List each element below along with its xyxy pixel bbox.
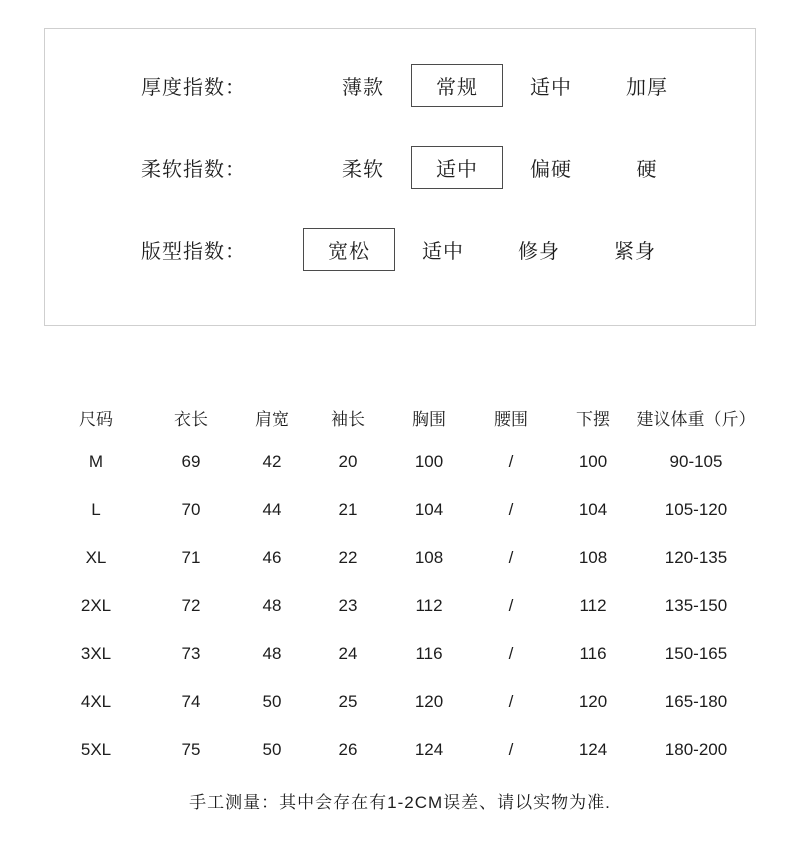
size-chart-table: [44, 396, 756, 774]
cell-waist: /: [508, 500, 514, 519]
cell-bust: 112: [415, 596, 443, 615]
index-option-thickness-2-selected[interactable]: 常规: [411, 64, 503, 107]
cell-length: 73: [181, 644, 201, 663]
index-label-fit: 版型指数：: [141, 240, 246, 263]
cell-hem: 108: [578, 548, 608, 567]
column-header-sleeve: 袖长: [331, 409, 365, 429]
cell-waist: /: [508, 548, 514, 567]
cell-bust: 100: [414, 452, 444, 471]
index-option-softness-4[interactable]: 硬: [636, 158, 658, 181]
column-header-weight: 建议体重（斤）: [636, 409, 756, 429]
table-row: [44, 630, 756, 678]
cell-size: XL: [85, 548, 107, 567]
cell-bust: 120: [414, 692, 444, 711]
cell-waist: /: [508, 740, 514, 759]
cell-weight: 150-165: [664, 644, 728, 663]
column-header-hem: 下摆: [576, 409, 610, 429]
cell-weight: 135-150: [664, 596, 728, 615]
cell-sleeve: 20: [338, 452, 358, 471]
cell-sleeve: 25: [338, 692, 358, 711]
index-option-fit-1-selected[interactable]: 宽松: [303, 228, 395, 271]
garment-index-panel: [44, 28, 756, 326]
cell-length: 69: [181, 452, 201, 471]
cell-shoulder: 48: [262, 644, 282, 663]
cell-waist: /: [508, 692, 514, 711]
table-row: [44, 534, 756, 582]
cell-length: 75: [181, 740, 201, 759]
index-option-fit-4[interactable]: 紧身: [614, 240, 656, 263]
index-row-fit: [45, 219, 755, 279]
index-option-fit-2[interactable]: 适中: [422, 240, 464, 263]
cell-length: 72: [181, 596, 201, 615]
index-label-thickness: 厚度指数：: [141, 76, 246, 99]
cell-shoulder: 44: [262, 500, 282, 519]
index-option-thickness-1[interactable]: 薄款: [342, 76, 384, 99]
cell-bust: 108: [414, 548, 444, 567]
cell-hem: 104: [578, 500, 608, 519]
cell-shoulder: 48: [262, 596, 282, 615]
index-option-softness-2-selected[interactable]: 适中: [411, 146, 503, 189]
cell-size: M: [88, 452, 104, 471]
cell-size: 5XL: [80, 740, 112, 759]
cell-sleeve: 22: [338, 548, 358, 567]
index-row-softness: [45, 137, 755, 197]
column-header-bust: 胸围: [412, 409, 446, 429]
cell-shoulder: 50: [262, 740, 282, 759]
table-row: [44, 582, 756, 630]
cell-hem: 100: [578, 452, 608, 471]
cell-weight: 165-180: [664, 692, 728, 711]
cell-waist: /: [508, 596, 514, 615]
cell-weight: 180-200: [664, 740, 728, 759]
column-header-waist: 腰围: [494, 409, 528, 429]
cell-length: 71: [181, 548, 201, 567]
cell-sleeve: 23: [338, 596, 358, 615]
index-label-softness: 柔软指数：: [141, 158, 246, 181]
index-options-softness: [315, 146, 695, 189]
index-option-softness-3[interactable]: 偏硬: [530, 158, 572, 181]
column-header-shoulder: 肩宽: [255, 409, 289, 429]
index-option-fit-3[interactable]: 修身: [518, 240, 560, 263]
cell-size: 3XL: [80, 644, 112, 663]
cell-waist: /: [508, 644, 514, 663]
cell-sleeve: 21: [338, 500, 358, 519]
cell-hem: 116: [579, 644, 607, 663]
cell-shoulder: 42: [262, 452, 282, 471]
cell-hem: 124: [578, 740, 608, 759]
column-header-size: 尺码: [79, 409, 113, 429]
cell-length: 74: [181, 692, 201, 711]
index-option-thickness-3[interactable]: 适中: [530, 76, 572, 99]
cell-bust: 124: [414, 740, 444, 759]
index-options-thickness: [315, 64, 695, 107]
cell-shoulder: 50: [262, 692, 282, 711]
measurement-footnote: 手工测量：其中会存在有1-2CM误差、请以实物为准.: [189, 793, 611, 812]
cell-bust: 116: [415, 644, 443, 663]
table-header-row: [44, 396, 756, 438]
cell-size: 2XL: [80, 596, 112, 615]
cell-size: 4XL: [80, 692, 112, 711]
column-header-length: 衣长: [174, 409, 208, 429]
table-row: [44, 678, 756, 726]
table-row: [44, 438, 756, 486]
cell-weight: 120-135: [664, 548, 728, 567]
table-row: [44, 726, 756, 774]
index-option-thickness-4[interactable]: 加厚: [626, 76, 668, 99]
index-option-softness-1[interactable]: 柔软: [342, 158, 384, 181]
index-options-fit: [303, 228, 683, 271]
cell-hem: 112: [579, 596, 607, 615]
cell-sleeve: 26: [338, 740, 358, 759]
cell-waist: /: [508, 452, 514, 471]
table-row: [44, 486, 756, 534]
cell-length: 70: [181, 500, 201, 519]
cell-hem: 120: [578, 692, 608, 711]
index-row-thickness: [45, 55, 755, 115]
cell-size: L: [91, 500, 101, 519]
cell-bust: 104: [414, 500, 444, 519]
cell-shoulder: 46: [262, 548, 282, 567]
cell-sleeve: 24: [338, 644, 358, 663]
cell-weight: 105-120: [664, 500, 728, 519]
cell-weight: 90-105: [669, 452, 723, 471]
